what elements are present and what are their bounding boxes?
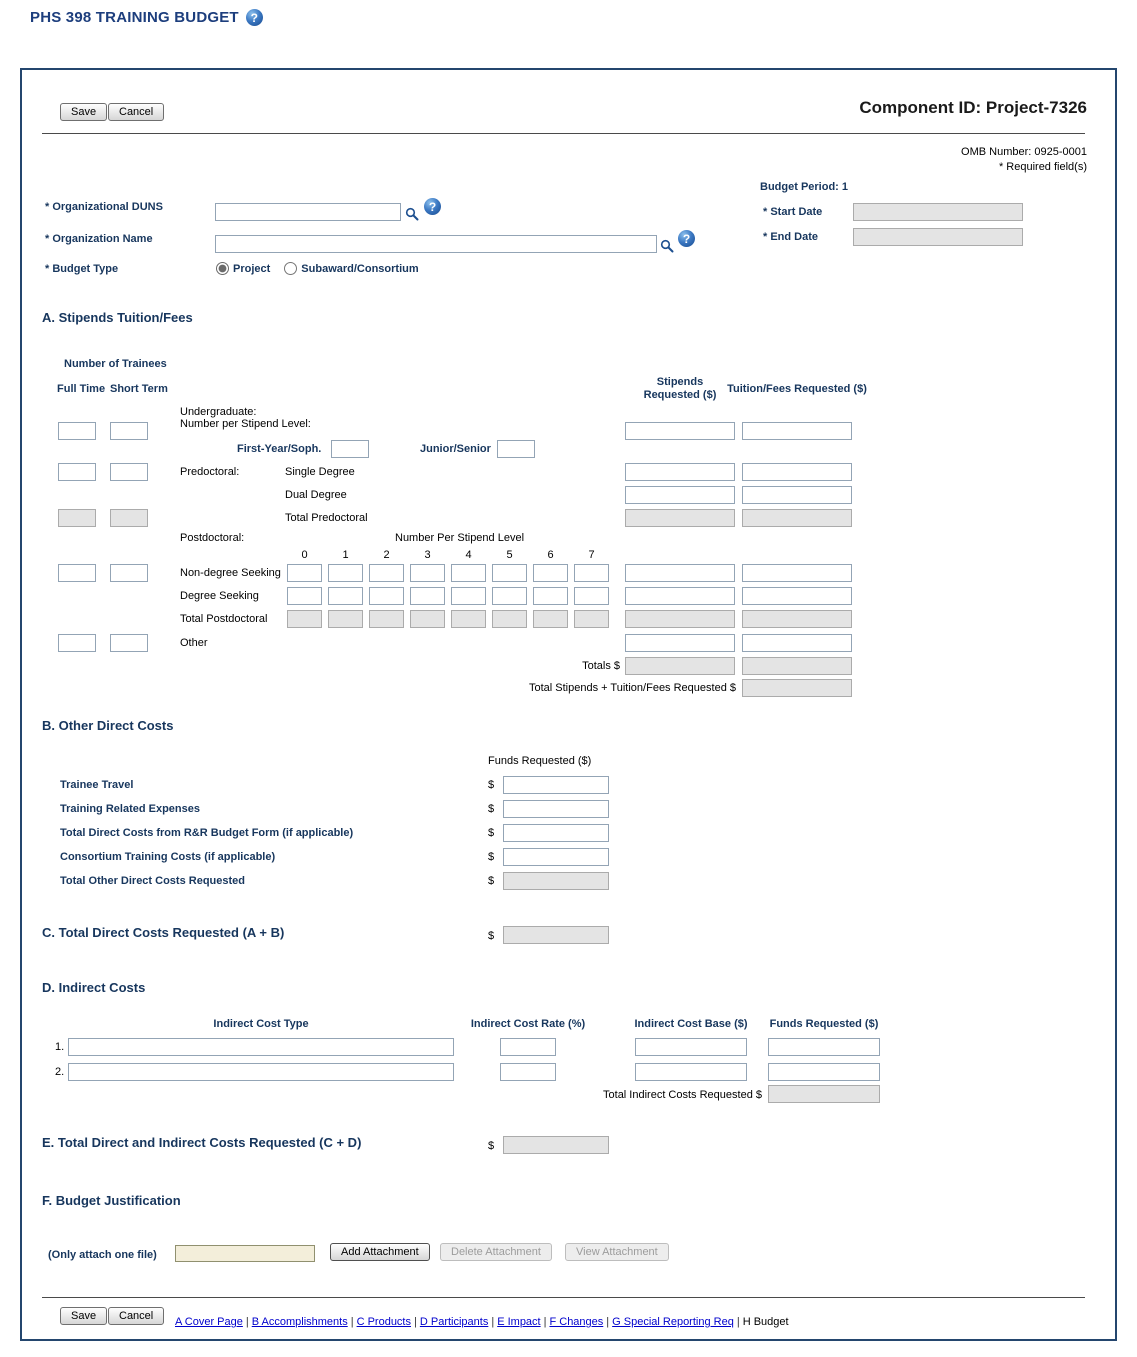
- nav-current-budget: H Budget: [742, 1316, 789, 1328]
- start-date-input: [853, 203, 1023, 221]
- start-date-label: * Start Date: [763, 206, 823, 218]
- nondegree-short-term-input[interactable]: [110, 564, 148, 582]
- totals-label: Totals $: [582, 660, 620, 672]
- total-predoctoral-label: Total Predoctoral: [285, 512, 368, 524]
- indirect-base-1-input[interactable]: [635, 1038, 747, 1056]
- grand-total-input: [742, 679, 852, 697]
- degree-level-7-input[interactable]: [574, 587, 609, 605]
- section-b-title: B. Other Direct Costs: [42, 718, 174, 733]
- nondegree-stipends-input[interactable]: [625, 564, 735, 582]
- totalpost-level-1-input: [328, 610, 363, 628]
- indirect-type-2-input[interactable]: [68, 1063, 454, 1081]
- nondegree-level-0-input[interactable]: [287, 564, 322, 582]
- predoc-dual-tuition-input[interactable]: [742, 486, 852, 504]
- total-rr-budget-label: Total Direct Costs from R&R Budget Form (if applicable): [60, 827, 354, 839]
- component-id: Component ID: Project-7326: [859, 98, 1087, 117]
- nav-separator: |: [245, 1316, 249, 1328]
- indirect-cost-rate-header: Indirect Cost Rate (%): [470, 1018, 586, 1030]
- totalpost-tuition-input: [742, 610, 852, 628]
- indirect-row-1-number: 1.: [55, 1041, 65, 1053]
- total-predoc-short-term-input: [110, 509, 148, 527]
- degree-level-2-input[interactable]: [369, 587, 404, 605]
- degree-seeking-label: Degree Seeking: [180, 590, 259, 602]
- nav-link-cover-page[interactable]: A Cover Page: [175, 1316, 243, 1328]
- total-other-direct-costs-label: Total Other Direct Costs Requested: [60, 875, 245, 887]
- first-year-input[interactable]: [331, 440, 369, 458]
- predoc-single-short-term-input[interactable]: [110, 463, 148, 481]
- trainee-travel-input[interactable]: [503, 776, 609, 794]
- footer-nav: [175, 1312, 789, 1330]
- search-icon-org-name[interactable]: [660, 239, 674, 258]
- add-attachment-button[interactable]: Add Attachment: [330, 1243, 430, 1261]
- budget-type-subaward-label: Subaward/Consortium: [301, 262, 419, 275]
- nondegree-level-2-input[interactable]: [369, 564, 404, 582]
- stipend-level-4: 4: [465, 549, 472, 561]
- dollar-sign: $: [488, 1140, 495, 1152]
- totalpost-level-2-input: [369, 610, 404, 628]
- page-title-row: [30, 9, 263, 26]
- search-icon-duns[interactable]: [405, 207, 419, 226]
- dollar-sign: $: [488, 803, 495, 815]
- indirect-row-2-number: 2.: [55, 1066, 65, 1078]
- training-related-expenses-input[interactable]: [503, 800, 609, 818]
- nav-separator: |: [736, 1316, 740, 1328]
- nondegree-level-1-input[interactable]: [328, 564, 363, 582]
- predoc-dual-stipends-input[interactable]: [625, 486, 735, 504]
- delete-attachment-button: Delete Attachment: [440, 1243, 552, 1261]
- indirect-base-2-input[interactable]: [635, 1063, 747, 1081]
- budget-type-subaward-option[interactable]: [284, 262, 418, 275]
- organization-name-input[interactable]: [215, 235, 657, 253]
- nondegree-level-7-input[interactable]: [574, 564, 609, 582]
- totalpost-level-4-input: [451, 610, 486, 628]
- stipend-level-1: 1: [342, 549, 349, 561]
- form-panel: [20, 68, 1117, 1341]
- organizational-duns-input[interactable]: [215, 203, 401, 221]
- bottom-divider: [42, 1297, 1085, 1298]
- end-date-label: * End Date: [763, 231, 819, 243]
- stipend-level-5: 5: [506, 549, 513, 561]
- funds-requested-col-header: Funds Requested ($): [769, 1018, 879, 1030]
- nav-separator: |: [491, 1316, 495, 1328]
- indirect-funds-2-input[interactable]: [768, 1063, 880, 1081]
- number-of-trainees-label: Number of Trainees: [64, 358, 167, 370]
- save-button[interactable]: Save: [60, 103, 107, 121]
- total-indirect-costs-label: Total Indirect Costs Requested $: [603, 1089, 762, 1101]
- stipend-level-2: 2: [383, 549, 390, 561]
- short-term-header: Short Term: [110, 383, 168, 395]
- budget-type-project-option[interactable]: [216, 262, 270, 275]
- total-direct-indirect-costs-input: [503, 1136, 609, 1154]
- stipends-header-line2: Requested ($): [643, 389, 717, 401]
- other-label: Other: [180, 637, 208, 649]
- stipend-level-0: 0: [301, 549, 308, 561]
- nondegree-level-3-input[interactable]: [410, 564, 445, 582]
- section-e-title: E. Total Direct and Indirect Costs Requested (C + D): [42, 1135, 362, 1150]
- indirect-rate-1-input[interactable]: [500, 1038, 556, 1056]
- other-tuition-input[interactable]: [742, 634, 852, 652]
- view-attachment-button: View Attachment: [565, 1243, 669, 1261]
- totalpost-level-6-input: [533, 610, 568, 628]
- consortium-training-costs-input[interactable]: [503, 848, 609, 866]
- nav-separator: |: [606, 1316, 610, 1328]
- degree-level-1-input[interactable]: [328, 587, 363, 605]
- nondegree-full-time-input[interactable]: [58, 564, 96, 582]
- footer-save-button[interactable]: Save: [60, 1307, 107, 1325]
- predoctoral-label: Predoctoral:: [180, 466, 240, 478]
- dollar-sign: $: [488, 851, 495, 863]
- help-icon-page[interactable]: ?: [246, 9, 263, 26]
- nav-link-participants[interactable]: D Participants: [419, 1316, 489, 1328]
- stipend-level-3: 3: [424, 549, 431, 561]
- help-icon-org-name[interactable]: ?: [678, 230, 695, 247]
- budget-type-project-radio[interactable]: [216, 262, 229, 275]
- other-short-term-input[interactable]: [110, 634, 148, 652]
- single-degree-label: Single Degree: [285, 466, 355, 478]
- junior-senior-input[interactable]: [497, 440, 535, 458]
- nav-separator: |: [414, 1316, 417, 1328]
- degree-level-6-input[interactable]: [533, 587, 568, 605]
- nav-link-impact[interactable]: E Impact: [497, 1316, 541, 1328]
- required-note: * Required field(s): [998, 161, 1087, 173]
- dollar-sign: $: [488, 930, 495, 942]
- nav-link-products[interactable]: C Products: [356, 1316, 411, 1328]
- dollar-sign: $: [488, 875, 495, 887]
- undergraduate-label: Undergraduate:: [180, 406, 257, 418]
- nav-link-special-reporting[interactable]: G Special Reporting Req: [612, 1316, 734, 1328]
- section-c-title: C. Total Direct Costs Requested (A + B): [42, 925, 285, 940]
- indirect-type-1-input[interactable]: [68, 1038, 454, 1056]
- nondegree-level-6-input[interactable]: [533, 564, 568, 582]
- totals-stipends-input: [625, 657, 735, 675]
- top-divider: [42, 133, 1085, 134]
- undergraduate-stipends-input[interactable]: [625, 422, 735, 440]
- budget-type-label: * Budget Type: [45, 263, 119, 275]
- nondegree-level-5-input[interactable]: [492, 564, 527, 582]
- dollar-sign: $: [488, 779, 495, 791]
- totalpost-level-0-input: [287, 610, 322, 628]
- total-predoc-stipends-input: [625, 509, 735, 527]
- totalpost-level-7-input: [574, 610, 609, 628]
- totals-tuition-input: [742, 657, 852, 675]
- stipends-header-line1: Stipends: [656, 376, 704, 388]
- total-predoc-full-time-input: [58, 509, 96, 527]
- non-degree-seeking-label: Non-degree Seeking: [180, 567, 281, 579]
- predoc-single-full-time-input[interactable]: [58, 463, 96, 481]
- attachment-filename-field[interactable]: [175, 1245, 315, 1262]
- omb-number: OMB Number: 0925-0001: [961, 146, 1087, 158]
- page-title: PHS 398 TRAINING BUDGET: [30, 9, 239, 26]
- first-year-label: First-Year/Soph.: [237, 443, 322, 455]
- end-date-input: [853, 228, 1023, 246]
- total-direct-costs-input: [503, 926, 609, 944]
- grand-total-label: Total Stipends + Tuition/Fees Requested $: [529, 682, 736, 694]
- budget-type-project-label: Project: [233, 262, 271, 275]
- section-a-title: A. Stipends Tuition/Fees: [42, 310, 193, 325]
- nondegree-tuition-input[interactable]: [742, 564, 852, 582]
- stipend-level-7: 7: [588, 549, 595, 561]
- budget-type-subaward-radio[interactable]: [284, 262, 297, 275]
- attach-one-file-note: (Only attach one file): [48, 1249, 157, 1261]
- indirect-rate-2-input[interactable]: [500, 1063, 556, 1081]
- trainee-travel-label: Trainee Travel: [60, 779, 134, 791]
- section-f-title: F. Budget Justification: [42, 1193, 181, 1208]
- undergraduate-full-time-input[interactable]: [58, 422, 96, 440]
- predoc-single-stipends-input[interactable]: [625, 463, 735, 481]
- budget-type-radio-group: [216, 262, 419, 275]
- total-other-direct-costs-input: [503, 872, 609, 890]
- totalpost-stipends-input: [625, 610, 735, 628]
- nav-link-changes[interactable]: F Changes: [549, 1316, 604, 1328]
- degree-level-0-input[interactable]: [287, 587, 322, 605]
- total-predoc-tuition-input: [742, 509, 852, 527]
- degree-level-3-input[interactable]: [410, 587, 445, 605]
- nav-link-accomplishments[interactable]: B Accomplishments: [251, 1316, 348, 1328]
- indirect-cost-type-header: Indirect Cost Type: [213, 1018, 309, 1030]
- indirect-cost-base-header: Indirect Cost Base ($): [634, 1018, 748, 1030]
- totalpost-level-3-input: [410, 610, 445, 628]
- funds-requested-header: Funds Requested ($): [488, 755, 592, 767]
- nav-separator: |: [350, 1316, 354, 1328]
- cancel-button[interactable]: Cancel: [108, 103, 164, 121]
- other-full-time-input[interactable]: [58, 634, 96, 652]
- full-time-header: Full Time: [57, 383, 106, 395]
- consortium-training-costs-label: Consortium Training Costs (if applicable): [60, 851, 276, 863]
- undergraduate-sublabel: Number per Stipend Level:: [180, 418, 311, 430]
- degree-level-5-input[interactable]: [492, 587, 527, 605]
- footer-cancel-button[interactable]: Cancel: [108, 1307, 164, 1325]
- postdoctoral-label: Postdoctoral:: [180, 532, 245, 544]
- totalpost-level-5-input: [492, 610, 527, 628]
- nav-separator: |: [543, 1316, 547, 1328]
- duns-label: * Organizational DUNS: [45, 201, 163, 213]
- indirect-funds-1-input[interactable]: [768, 1038, 880, 1056]
- nondegree-level-4-input[interactable]: [451, 564, 486, 582]
- help-icon-duns[interactable]: ?: [424, 198, 441, 215]
- number-per-stipend-level-label: Number Per Stipend Level: [395, 532, 525, 544]
- predoc-single-tuition-input[interactable]: [742, 463, 852, 481]
- dual-degree-label: Dual Degree: [285, 489, 347, 501]
- undergraduate-short-term-input[interactable]: [110, 422, 148, 440]
- total-indirect-costs-input: [768, 1085, 880, 1103]
- training-related-expenses-label: Training Related Expenses: [60, 803, 200, 815]
- degree-stipends-input[interactable]: [625, 587, 735, 605]
- stipend-level-6: 6: [547, 549, 554, 561]
- org-name-label: * Organization Name: [45, 233, 153, 245]
- budget-period: Budget Period: 1: [760, 181, 849, 193]
- dollar-sign: $: [488, 827, 495, 839]
- degree-tuition-input[interactable]: [742, 587, 852, 605]
- degree-level-4-input[interactable]: [451, 587, 486, 605]
- undergraduate-tuition-input[interactable]: [742, 422, 852, 440]
- junior-senior-label: Junior/Senior: [420, 443, 491, 455]
- total-postdoctoral-label: Total Postdoctoral: [180, 613, 268, 625]
- tuition-fees-header: Tuition/Fees Requested ($): [727, 383, 867, 395]
- section-d-title: D. Indirect Costs: [42, 980, 146, 995]
- total-rr-budget-input[interactable]: [503, 824, 609, 842]
- other-stipends-input[interactable]: [625, 634, 735, 652]
